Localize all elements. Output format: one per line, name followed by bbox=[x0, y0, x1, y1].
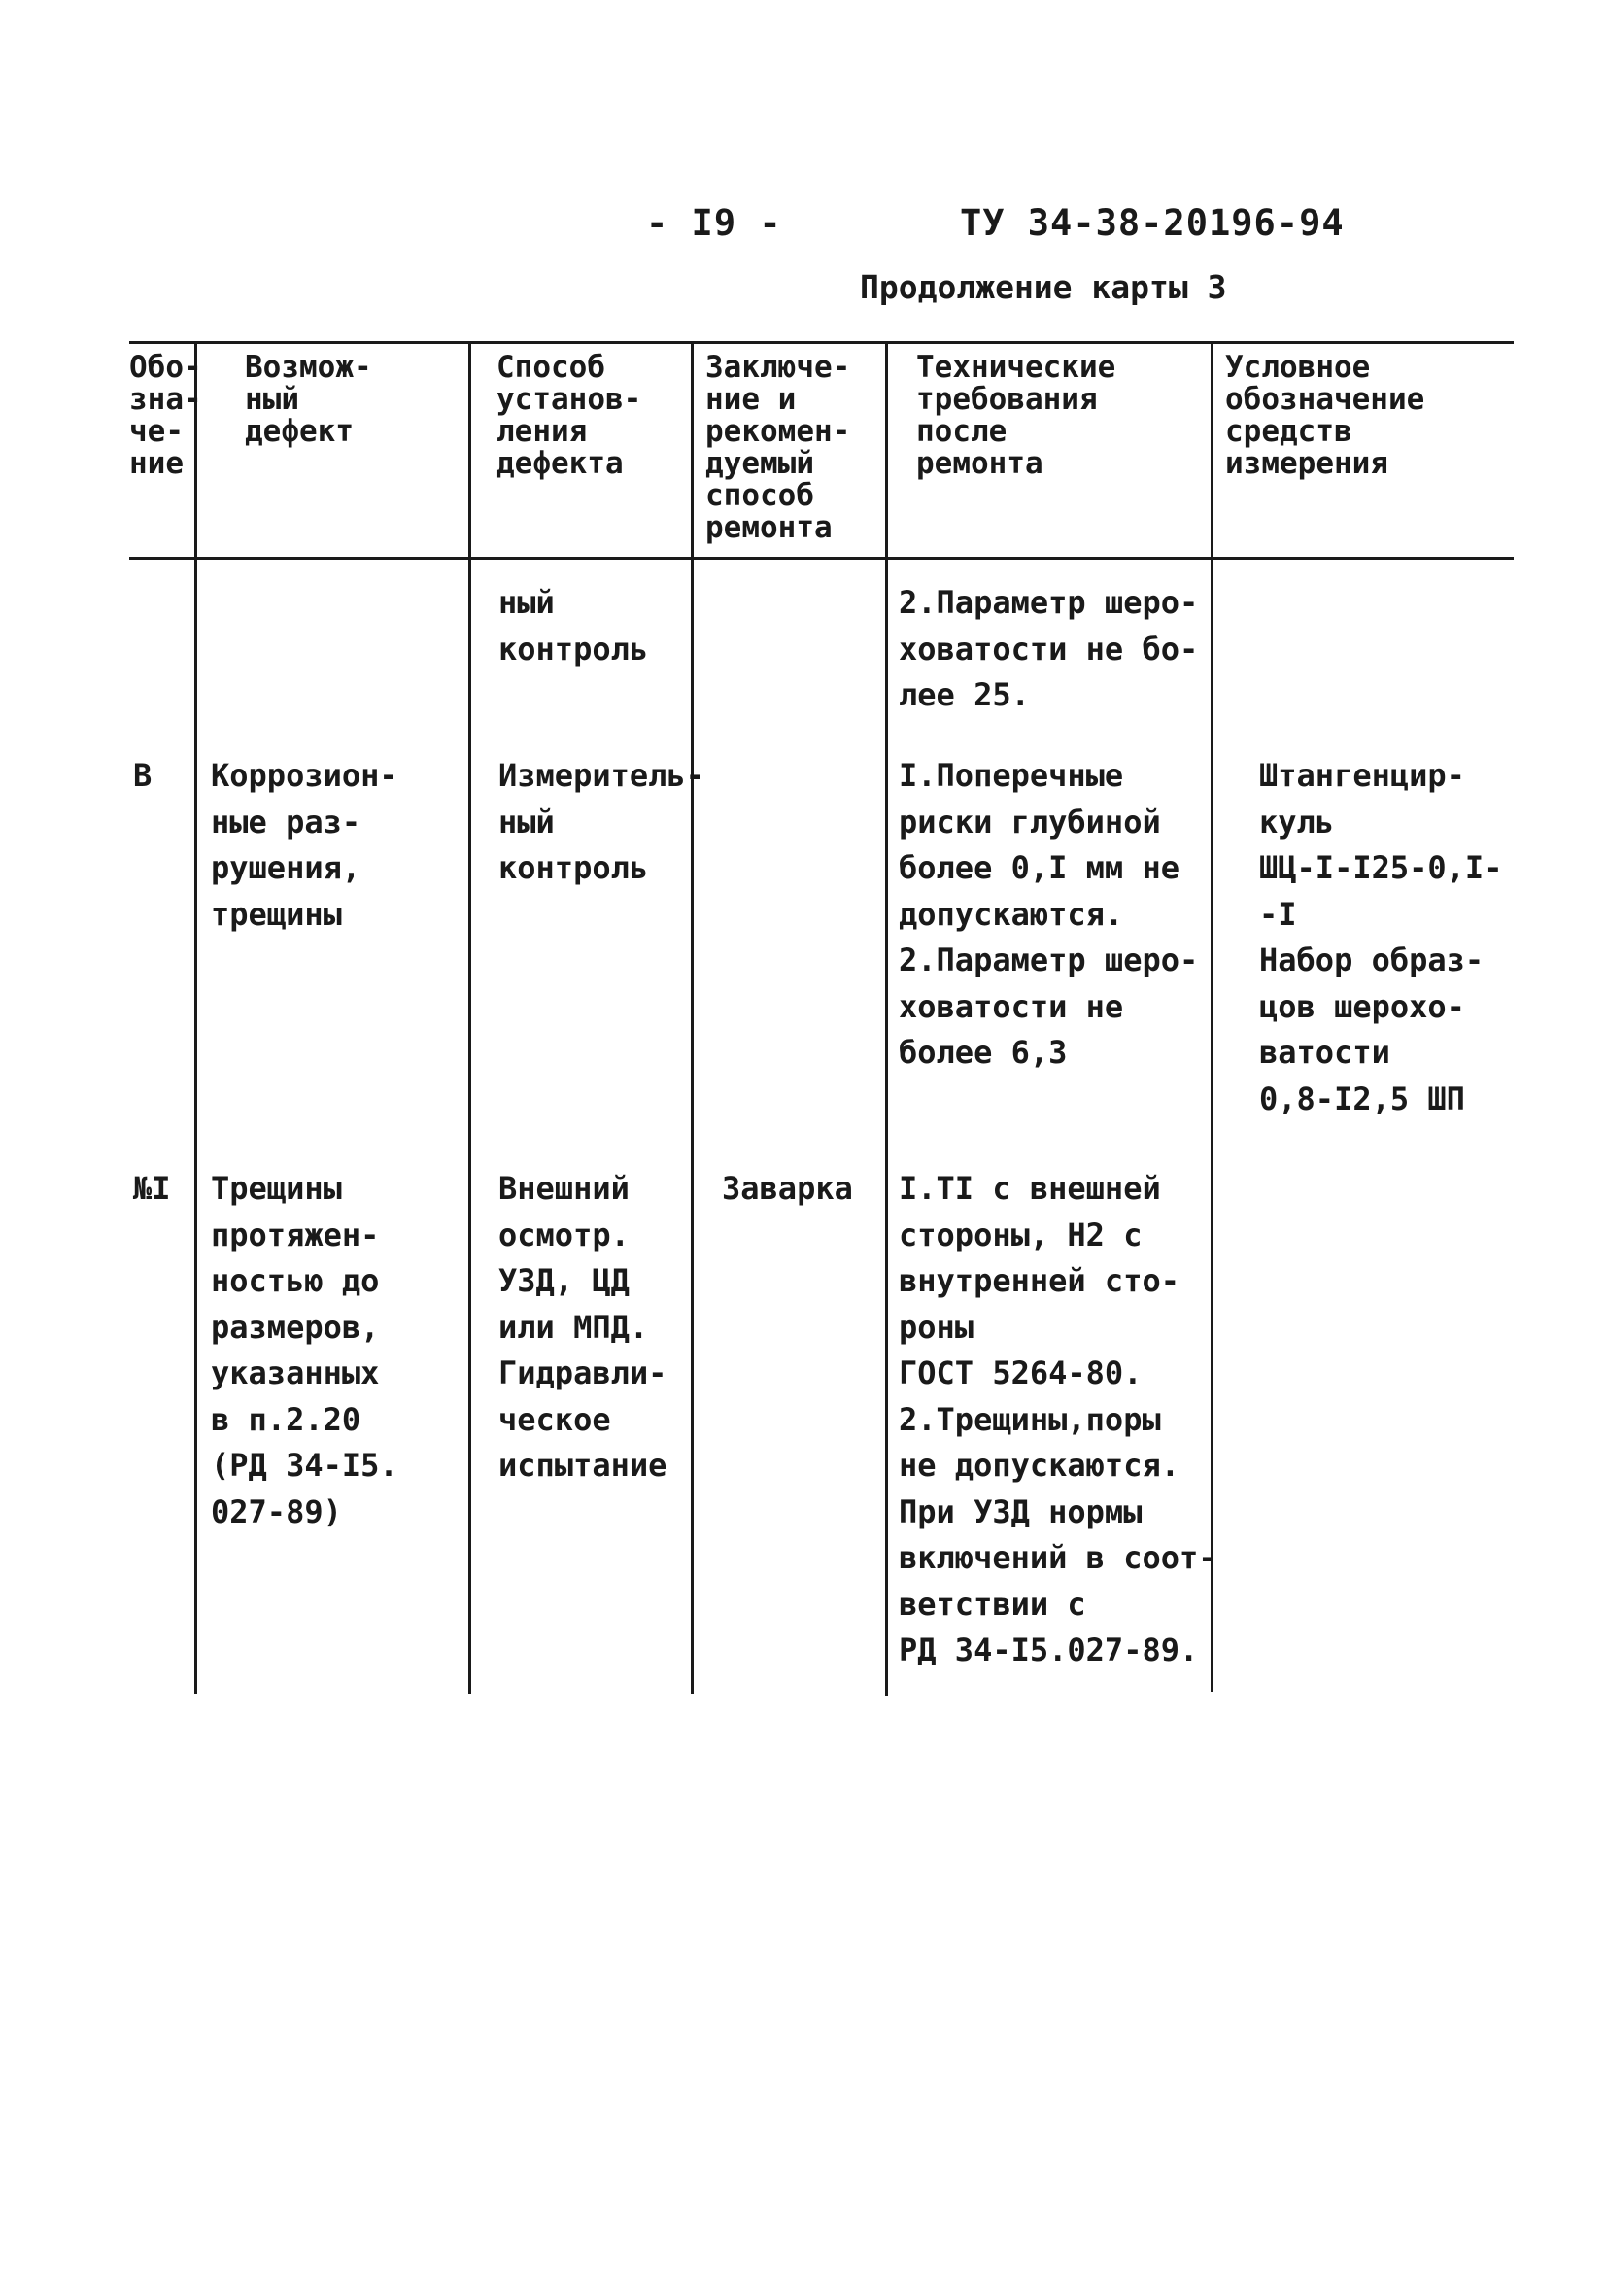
row-n1-requirements: I.TI с внешней стороны, Н2 с внутренней сто- роны ГОСТ 5264-80. 2.Трещины,поры не допускаются. При УЗД нормы включений в соот- ветствии с РД 34-I5.027-89. bbox=[899, 1170, 1217, 1668]
row-continuation-requirements: 2.Параметр шеро- ховатости не бо- лее 25. bbox=[899, 584, 1199, 713]
column-divider-1 bbox=[194, 343, 197, 1694]
page-number: - I9 - bbox=[646, 202, 782, 244]
row-continuation-method: ный контроль bbox=[498, 584, 649, 668]
page-header bbox=[646, 202, 1345, 244]
header-technical-requirements: Технические требования после ремонта bbox=[916, 350, 1116, 481]
column-divider-3 bbox=[691, 343, 694, 1694]
card-continuation-title: Продолжение карты 3 bbox=[860, 268, 1227, 306]
row-b-designation: В bbox=[133, 757, 153, 794]
row-n1-conclusion: Заварка bbox=[722, 1170, 853, 1207]
header-possible-defect: Возмож- ный дефект bbox=[245, 350, 372, 449]
row-n1-method: Внешний осмотр. УЗД, ЦД или МПД. Гидравли- ческое испытание bbox=[498, 1170, 667, 1484]
table-top-border bbox=[129, 341, 1514, 344]
row-b-defect: Коррозион- ные раз- рушения, трещины bbox=[211, 757, 398, 933]
row-n1-designation: №I bbox=[133, 1170, 171, 1207]
row-b-requirements: I.Поперечные риски глубиной более 0,I мм не допускаются. 2.Параметр шеро- ховатости не более 6,3 bbox=[899, 757, 1199, 1071]
row-n1-defect: Трещины протяжен- ностью до размеров, указанных в п.2.20 (РД 34-I5. 027-89) bbox=[211, 1170, 398, 1530]
document-code: ТУ 34-38-20196-94 bbox=[959, 202, 1345, 244]
header-detection-method: Способ установ- ления дефекта bbox=[496, 350, 642, 481]
header-designation: Обо- зна- че- ние bbox=[129, 350, 202, 481]
header-instrument-designation: Условное обозначение средств измерения bbox=[1225, 350, 1425, 481]
row-b-instruments: Штангенцир- куль ШЦ-I-I25-0,I- -I Набор образ- цов шерохо- ватости 0,8-I2,5 ШП bbox=[1259, 757, 1503, 1117]
column-divider-2 bbox=[468, 343, 471, 1694]
table-header-divider bbox=[129, 557, 1514, 560]
header-conclusion: Заключе- ние и рекомен- дуемый способ ремонта bbox=[705, 350, 851, 545]
row-b-method: Измеритель- ный контроль bbox=[498, 757, 704, 886]
column-divider-4 bbox=[885, 343, 888, 1696]
